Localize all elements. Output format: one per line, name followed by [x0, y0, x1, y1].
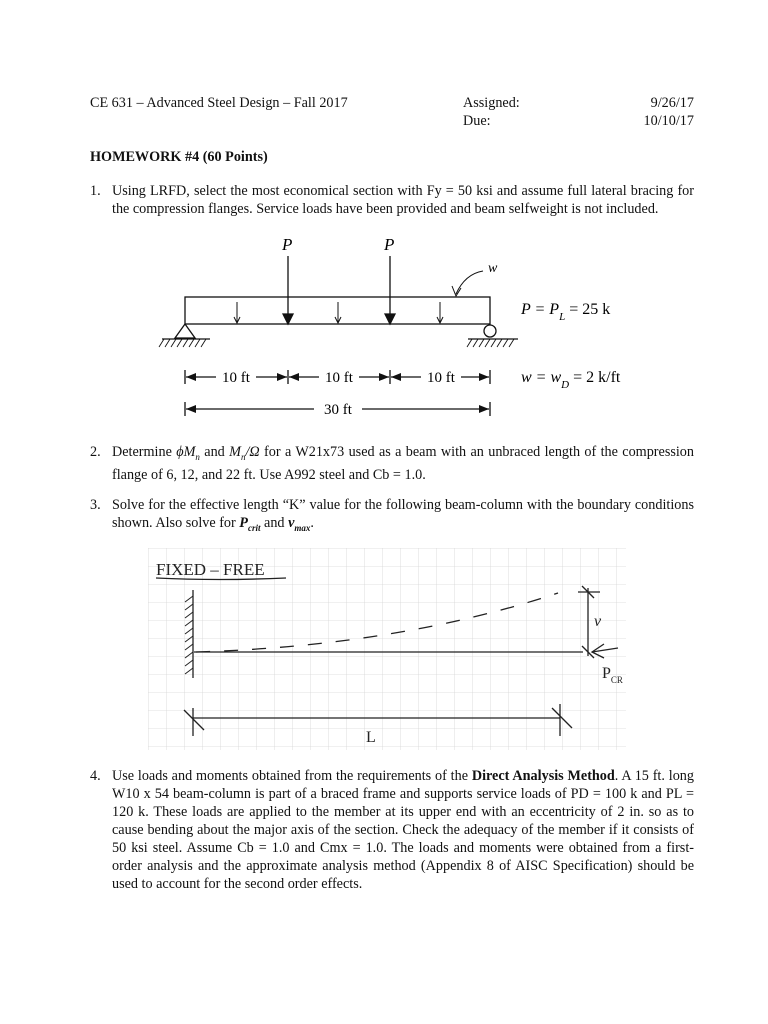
question-text: Solve for the effective length “K” value for the following beam-column with the boundary conditions shown. Also solve for $P_{crit}$ and $v_{max}$. [112, 497, 694, 533]
due-label: Due: [463, 113, 491, 129]
question-number: 4. [90, 768, 101, 784]
span-3-label: 10 ft [427, 370, 455, 386]
fixed-free-sketch [148, 548, 626, 750]
document-header [90, 94, 694, 130]
assigned-date: 9/26/17 [650, 95, 694, 111]
question-number: 2. [90, 444, 101, 460]
sketch-v-label: v [594, 613, 602, 630]
load-w-label: w [488, 261, 498, 276]
span-2-label: 10 ft [325, 370, 353, 386]
total-span-label: 30 ft [324, 402, 352, 418]
sketch-pcr-label: $P_{CR}$ [602, 665, 623, 685]
w-equation: $w = w_D = 2$ k/ft [521, 369, 621, 391]
question-2 [90, 443, 694, 484]
assigned-label: Assigned: [463, 95, 520, 111]
question-number: 3. [90, 497, 101, 513]
p-equation: $P = P_L = 25$ k [521, 301, 611, 323]
sketch-length-label: L [366, 729, 376, 746]
question-text: Use loads and moments obtained from the requirements of the Direct Analysis Method. A 15 ft. long W10 x 54 beam-column is part of a braced frame and supports service loads of PD = 100 k and PL = 120 k. These loads are applied to the member at its upper end with an eccentricity of 2 in. so as to cause bending about the major axis of the section. Check the adequacy of the member if it consists of 50 ksi steel. Assume Cb = 1.0 and Cmx = 1.0. The loads and moments were obtained from a first-order analysis and the approximate analysis method (Appendix 8 of AISC Specification) should be used to account for the second order effects. [112, 768, 694, 892]
load-p-label: P [282, 235, 293, 254]
span-1-label: 10 ft [222, 370, 250, 386]
question-number: 1. [90, 183, 101, 199]
sketch-title: FIXED – FREE [156, 560, 265, 579]
question-text: Determine $\phi M_n$ and $M_n/\Omega$ for a W21x73 used as a beam with an unbraced length of the compression flange of 6, 12, and 22 ft. Use A992 steel and Cb = 1.0. [112, 444, 694, 483]
question-4 [90, 767, 694, 893]
question-1 [90, 182, 694, 218]
course-title: CE 631 – Advanced Steel Design – Fall 2017 [90, 95, 348, 111]
question-text: Using LRFD, select the most economical section with Fy = 50 ksi and assume full lateral bracing for the compression flanges. Service loads have been provided and beam selfweight is not included. [112, 183, 694, 217]
homework-title: HOMEWORK #4 (60 Points) [90, 149, 268, 165]
due-date: 10/10/17 [643, 113, 694, 129]
beam-diagram [150, 234, 660, 424]
load-p-label: P [384, 235, 395, 254]
question-3 [90, 496, 694, 537]
